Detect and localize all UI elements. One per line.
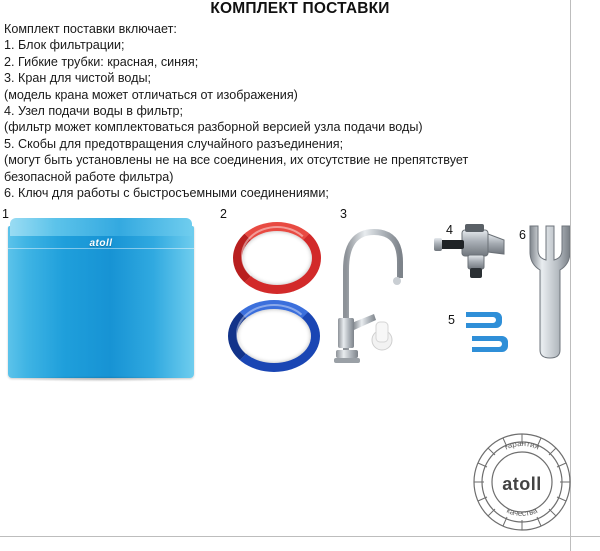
quality-stamp (470, 430, 574, 534)
callout-number-2: 2 (220, 207, 227, 221)
contents-line-5: 5. Скобы для предотвращения случайного разъединения; (4, 136, 344, 151)
contents-note-clips-2: безопасной работе фильтра) (4, 169, 174, 184)
water-feed-valve-image (432, 222, 512, 284)
red-tube-highlight (241, 226, 313, 286)
callout-number-1: 1 (2, 207, 9, 221)
blue-tube-highlight (236, 304, 312, 364)
contents-line-2: 2. Гибкие трубки: красная, синяя; (4, 54, 199, 69)
callout-number-4: 4 (446, 223, 453, 237)
clean-water-faucet-image (330, 210, 430, 370)
housing-top-cap (10, 218, 192, 236)
stamp-brand-text: atoll (502, 474, 542, 494)
contents-text-block (4, 21, 564, 201)
contents-line-1: 1. Блок фильтрации; (4, 38, 125, 53)
callout-number-3: 3 (340, 207, 347, 221)
contents-line-3: 3. Кран для чистой воды; (4, 71, 152, 86)
safety-clips-image (462, 306, 518, 358)
stamp-bottom-text: качества (505, 505, 539, 519)
callout-number-5: 5 (448, 313, 455, 327)
page-border-horizontal (0, 536, 600, 537)
housing-brand-label: atoll (89, 238, 113, 249)
housing-shadow (12, 376, 190, 382)
contents-line-6: 6. Ключ для работы с быстросъемными соединениями; (4, 186, 329, 201)
contents-note-clips-1: (могут быть установлены не на все соединения, их отсутствие не препятствует (4, 153, 469, 168)
page-title: КОМПЛЕКТ ПОСТАВКИ (210, 0, 390, 17)
stamp-top-text: гарантия (503, 438, 541, 452)
callout-number-6: 6 (519, 228, 526, 242)
filtration-housing-image (8, 218, 194, 378)
svg-text:гарантия (503, 439, 540, 452)
contents-note-faucet: (модель крана может отличаться от изображения) (4, 87, 298, 102)
svg-text:качества (505, 506, 539, 519)
contents-line-4: 4. Узел подачи воды в фильтр; (4, 104, 184, 119)
quick-connect-wrench-image (520, 222, 580, 362)
contents-note-valve: (фильтр может комплектоваться разборной версией узла подачи воды) (4, 120, 423, 135)
contents-intro: Комплект поставки включает: (4, 22, 177, 36)
